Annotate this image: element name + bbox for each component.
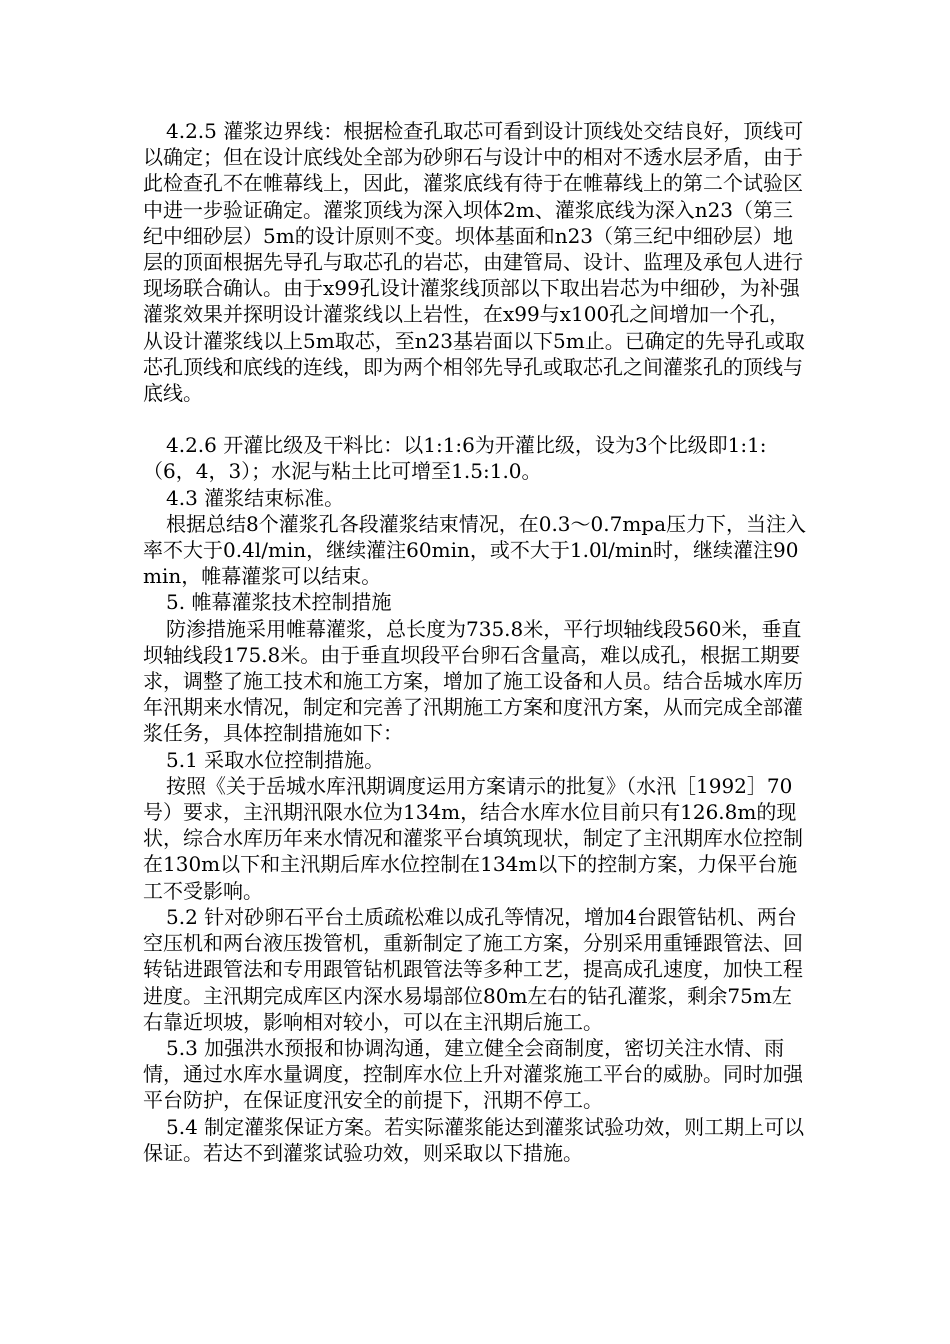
paragraph-gap [143, 406, 808, 432]
paragraph-end-criteria: 根据总结8个灌浆孔各段灌浆结束情况，在0.3～0.7mpa压力下，当注入率不大于0.4l/min，继续灌注60min，或不大于1.0l/min时，继续灌注90min，帷幕灌浆可以结束。 [143, 511, 807, 589]
paragraph-water-level: 按照《关于岳城水库汛期调度运用方案请示的批复》（水汛［1992］70号）要求，主汛期汛限水位为134m，结合水库水位目前只有126.8m的现状，综合水库历年来水情况和灌浆平台填筑现状，制定了主汛期库水位控制在130m以下和主汛期后库水位控制在134m以下的控制方案，力保平台施工不受影响。 [143, 773, 803, 903]
paragraph-5-3: 5.3 加强洪水预报和协调沟通，建立健全会商制度，密切关注水情、雨情，通过水库水量调度，控制库水位上升对灌浆施工平台的威胁。同时加强平台防护，在保证度汛安全的前提下，汛期不停工。 [143, 1035, 803, 1113]
paragraph-4-2-5: 4.2.5 灌浆边界线：根据检查孔取芯可看到设计顶线处交结良好，顶线可以确定；但在设计底线处全部为砂卵石与设计中的相对不透水层矛盾，由于此检查孔不在帷幕线上，因此，灌浆底线有待于在帷幕线上的第二个试验区中进一步验证确定。灌浆顶线为深入坝体2m、灌浆底线为深入n23（第三纪中细砂层）5m的设计原则不变。坝体基面和n23（第三纪中细砂层）地层的顶面根据先导孔与取芯孔的岩芯，由建管局、设计、监理及承包人进行现场联合确认。由于x99孔设计灌浆线顶部以下取出岩芯为中细砂，为补强灌浆效果并探明设计灌浆线以上岩性，在x99与x100孔之间增加一个孔，从设计灌浆线以上5m取芯，至n23基岩面以下5m止。已确定的先导孔或取芯孔顶线和底线的连线，即为两个相邻先导孔或取芯孔之间灌浆孔的顶线与底线。 [143, 119, 805, 406]
paragraph-5-4: 5.4 制定灌浆保证方案。若实际灌浆能达到灌浆试验功效，则工期上可以保证。若达不到灌浆试验功效，则采取以下措施。 [143, 1114, 805, 1165]
paragraph-5-2: 5.2 针对砂卵石平台土质疏松难以成孔等情况，增加4台跟管钻机、两台空压机和两台液压拨管机，重新制定了施工方案，分别采用重锤跟管法、回转钻进跟管法和专用跟管钻机跟管法等多种工艺，提高成孔速度，加快工程进度。主汛期完成库区内深水易塌部位80m左右的钻孔灌浆，剩余75m左右靠近坝坡，影响相对较小，可以在主汛期后施工。 [143, 904, 803, 1034]
document-page [143, 118, 808, 1166]
paragraph-seepage-control: 防渗措施采用帷幕灌浆，总长度为735.8米，平行坝轴线段560米，垂直坝轴线段175.8米。由于垂直坝段平台卵石含量高，难以成孔，根据工期要求，调整了施工技术和施工方案，增加了施工设备和人员。结合岳城水库历年汛期来水情况，制定和完善了汛期施工方案和度汛方案，从而完成全部灌浆任务，具体控制措施如下： [143, 616, 803, 746]
heading-4-3: 4.3 灌浆结束标准。 [166, 485, 345, 510]
heading-5: 5. 帷幕灌浆技术控制措施 [166, 590, 392, 615]
heading-5-1: 5.1 采取水位控制措施。 [166, 747, 385, 772]
paragraph-4-2-6: 4.2.6 开灌比级及干料比：以1:1:6为开灌比级，设为3个比级即1:1:（6，4，3）；水泥与粘土比可增至1.5:1.0。 [143, 433, 767, 484]
